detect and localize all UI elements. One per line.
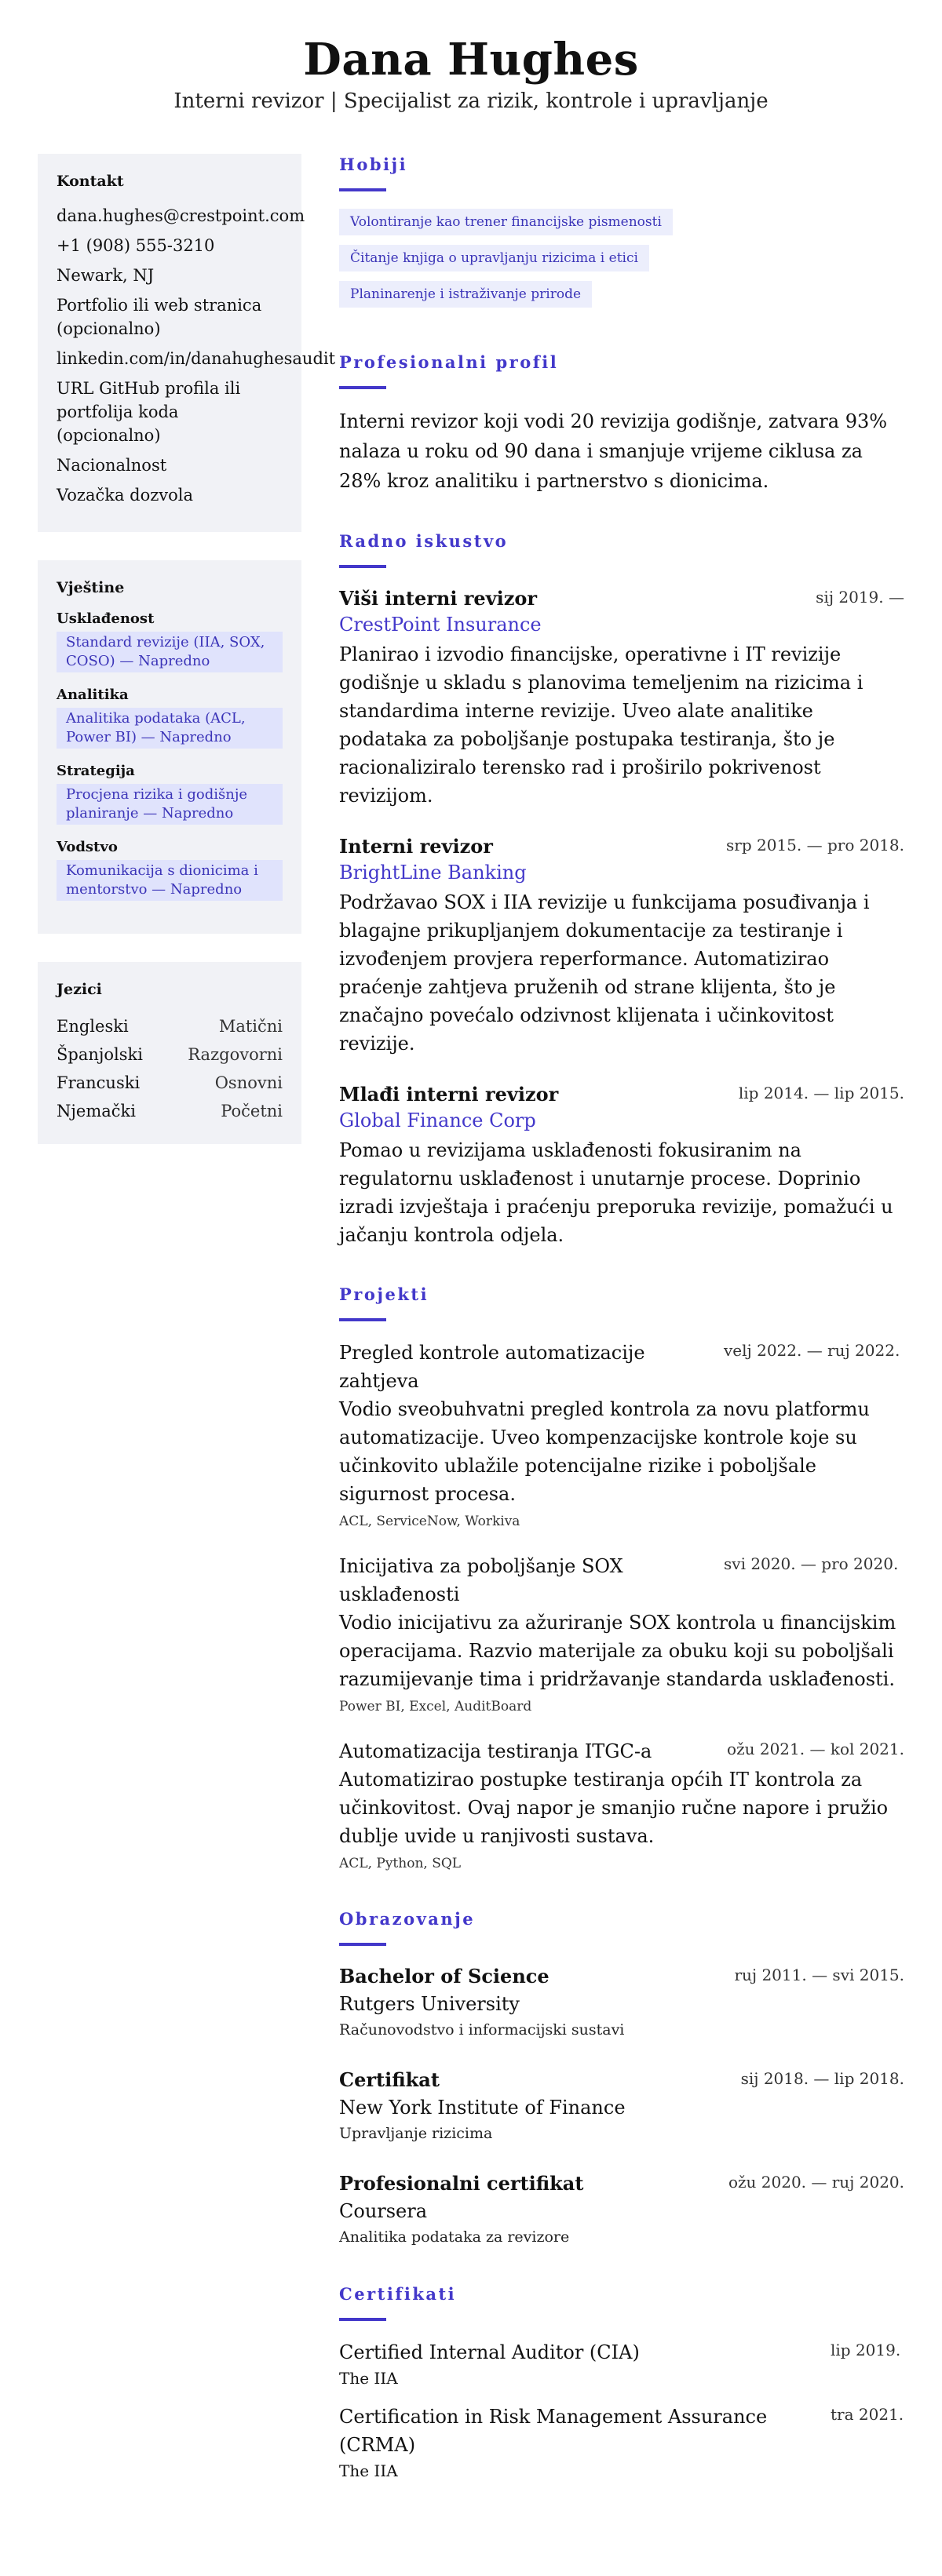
contact-email[interactable]: dana.hughes@crestpoint.com	[57, 206, 305, 225]
skill-group	[57, 839, 283, 901]
project-entry	[339, 1552, 904, 1717]
certificate-issuer: The IIA	[339, 2369, 398, 2388]
hobby-tag: Čitanje knjiga o upravljanju rizicima i etici	[339, 245, 649, 271]
skill-tag: Komunikacija s dionicima i mentorstvo — Napredno	[57, 860, 283, 901]
education-school: Rutgers University	[339, 1993, 520, 2015]
education-degree: Certifikat	[339, 2068, 440, 2091]
project-description: Vodio inicijativu za ažuriranje SOX kontrola u financijskim operacijama. Razvio materijale za obuku koji su poboljšali razumijevanje tima i pridržavanje standarda usklađenosti.	[339, 1612, 896, 1690]
education-field: Upravljanje rizicima	[339, 2125, 493, 2142]
languages-title: Jezici	[57, 981, 102, 998]
section-title: Projekti	[339, 1284, 429, 1304]
education-date: ruj 2011. — svi 2015.	[734, 1966, 904, 1984]
resume-header	[0, 0, 942, 154]
skill-group	[57, 610, 283, 672]
project-name: Automatizacija testiranja ITGC-a	[339, 1740, 652, 1762]
job-entry	[339, 585, 904, 810]
education-degree: Profesionalni certifikat	[339, 2172, 584, 2195]
section-divider	[339, 188, 386, 191]
skill-group	[57, 763, 283, 825]
education-date: ožu 2020. — ruj 2020.	[728, 2173, 904, 2192]
certificate-issuer: The IIA	[339, 2461, 398, 2480]
language-name: Njemački	[57, 1102, 136, 1120]
project-description: Vodio sveobuhvatni pregled kontrola za novu platformu automatizacije. Uveo kompenzacijske kontrole koje su učinkovito ublažile potencijalne rizike i poboljšale sigurnost procesa.	[339, 1398, 870, 1505]
education-section	[339, 1908, 904, 2249]
certificate-name: Certified Internal Auditor (CIA)	[339, 2341, 640, 2363]
section-title: Profesionalni profil	[339, 352, 559, 372]
education-entry	[339, 2170, 904, 2249]
certificate-date: tra 2021.	[831, 2405, 904, 2424]
language-name: Španjolski	[57, 1045, 143, 1064]
section-divider	[339, 386, 386, 389]
education-date: sij 2018. — lip 2018.	[740, 2069, 904, 2088]
job-company: BrightLine Banking	[339, 862, 527, 884]
contact-box	[38, 154, 336, 532]
contact-portfolio: Portfolio ili web stranica (opcionalno)	[57, 296, 262, 338]
project-date: velj 2022. — ruj 2022.	[724, 1341, 900, 1360]
education-degree: Bachelor of Science	[339, 1965, 550, 1988]
hobby-tag: Volontiranje kao trener financijske pismenosti	[339, 209, 673, 235]
education-entry	[339, 2067, 904, 2145]
hobbies-section	[339, 154, 904, 317]
section-title: Certifikati	[339, 2284, 457, 2304]
job-description: Planirao i izvodio financijske, operativne i IT revizije godišnje u skladu s planovima temeljenim na rizicima i standardima interne revizije. Uveo alate analitike podataka za poboljšanje postupaka testiranja, što je racionaliziralo terensko rad i proširilo pokrivenost revizijom.	[339, 643, 864, 807]
job-title: Mlađi interni revizor	[339, 1083, 559, 1106]
language-name: Engleski	[57, 1017, 129, 1036]
certificate-name: Certification in Risk Management Assurance (CRMA)	[339, 2406, 768, 2456]
section-divider	[339, 2318, 386, 2321]
section-title: Hobiji	[339, 155, 408, 174]
language-row	[57, 1040, 283, 1069]
section-divider	[339, 1318, 386, 1321]
certificate-entry	[339, 2403, 904, 2483]
skill-category: Strategija	[57, 763, 135, 779]
skill-category: Usklađenost	[57, 610, 155, 627]
profile-section	[339, 352, 904, 496]
section-divider	[339, 1943, 386, 1946]
skill-tag: Procjena rizika i godišnje planiranje — Napredno	[57, 784, 283, 825]
languages-box	[38, 962, 301, 1144]
contact-title: Kontakt	[57, 173, 124, 190]
job-entry	[339, 833, 904, 1058]
job-date: lip 2014. — lip 2015.	[738, 1084, 904, 1102]
section-title: Obrazovanje	[339, 1909, 476, 1929]
candidate-name: Dana Hughes	[303, 34, 639, 86]
project-tech: ACL, ServiceNow, Workiva	[339, 1514, 520, 1529]
resume-body	[0, 154, 942, 2517]
project-tech: Power BI, Excel, AuditBoard	[339, 1699, 532, 1714]
skill-category: Analitika	[57, 687, 129, 703]
candidate-subtitle: Interni revizor | Specijalist za rizik, kontrole i upravljanje	[173, 89, 769, 113]
contact-location: Newark, NJ	[57, 266, 155, 285]
language-level: Matični	[218, 1017, 283, 1036]
skill-tag: Analitika podataka (ACL, Power BI) — Napredno	[57, 708, 283, 749]
language-row	[57, 1097, 283, 1125]
language-row	[57, 1069, 283, 1097]
language-row	[57, 1012, 283, 1040]
section-divider	[339, 565, 386, 568]
education-school: New York Institute of Finance	[339, 2097, 626, 2119]
project-date: svi 2020. — pro 2020.	[724, 1554, 899, 1573]
certificates-section	[339, 2283, 904, 2483]
contact-phone[interactable]: +1 (908) 555-3210	[57, 236, 215, 255]
education-field: Analitika podataka za revizore	[339, 2228, 570, 2246]
job-date: srp 2015. — pro 2018.	[726, 836, 904, 854]
job-company: Global Finance Corp	[339, 1109, 536, 1131]
language-level: Razgovorni	[188, 1045, 283, 1064]
job-title: Interni revizor	[339, 835, 493, 858]
education-school: Coursera	[339, 2200, 428, 2222]
education-field: Računovodstvo i informacijski sustavi	[339, 2021, 625, 2039]
certificate-date: lip 2019.	[831, 2341, 901, 2359]
skill-category: Vodstvo	[57, 839, 118, 855]
job-description: Pomao u revizijama usklađenosti fokusiranim na regulatornu usklađenost i unutarnje procese. Doprinio izradi izvještaja i praćenju preporuka revizije, pomažući u jačanju kontrola odjela.	[339, 1139, 893, 1246]
project-description: Automatizirao postupke testiranja općih IT kontrola za učinkovitost. Ovaj napor je smanjio ručne napore i pružio dublje uvide u ranjivosti sustava.	[339, 1769, 889, 1847]
skill-tag: Standard revizije (IIA, SOX, COSO) — Napredno	[57, 632, 283, 672]
job-entry	[339, 1081, 904, 1249]
language-level: Osnovni	[214, 1073, 283, 1092]
projects-section	[339, 1284, 904, 1874]
section-title: Radno iskustvo	[339, 531, 509, 551]
sidebar	[38, 154, 336, 2517]
language-name: Francuski	[57, 1073, 141, 1092]
hobby-tag: Planinarenje i istraživanje prirode	[339, 281, 592, 308]
project-tech: ACL, Python, SQL	[339, 1856, 462, 1871]
project-entry	[339, 1737, 904, 1874]
main-content	[339, 154, 904, 2517]
job-company: CrestPoint Insurance	[339, 614, 542, 636]
contact-github: URL GitHub profila ili portfolija koda (opcionalno)	[57, 379, 241, 445]
education-entry	[339, 1963, 904, 2042]
skills-box	[38, 560, 301, 934]
certificate-entry	[339, 2338, 904, 2390]
contact-nationality: Nacionalnost	[57, 456, 167, 475]
skill-group	[57, 687, 283, 749]
language-level: Početni	[221, 1102, 283, 1120]
skills-title: Vještine	[57, 579, 125, 596]
project-name: Pregled kontrole automatizacije zahtjeva	[339, 1342, 645, 1392]
job-title: Viši interni revizor	[339, 587, 538, 610]
contact-linkedin[interactable]: linkedin.com/in/danahughesaudit	[57, 349, 336, 368]
job-date: sij 2019. —	[816, 588, 904, 607]
profile-summary: Interni revizor koji vodi 20 revizija godišnje, zatvara 93% nalaza u roku od 90 dana i smanjuje vrijeme ciklusa za 28% kroz analitiku i partnerstvo s dionicima.	[339, 410, 888, 492]
project-name: Inicijativa za poboljšanje SOX usklađenosti	[339, 1555, 623, 1605]
experience-section	[339, 530, 904, 1249]
job-description: Podržavao SOX i IIA revizije u funkcijama posuđivanja i blagajne prikupljanjem dokumentacije za testiranje i izvođenjem provjera reperformance. Automatizirao praćenje zahtjeva pruženih od strane klijenta, što je značajno povećalo odzivnost klijenata i učinkovitost revizije.	[339, 891, 870, 1055]
project-entry	[339, 1339, 904, 1532]
project-date: ožu 2021. — kol 2021.	[727, 1740, 904, 1758]
contact-driving-license: Vozačka dozvola	[57, 486, 194, 505]
